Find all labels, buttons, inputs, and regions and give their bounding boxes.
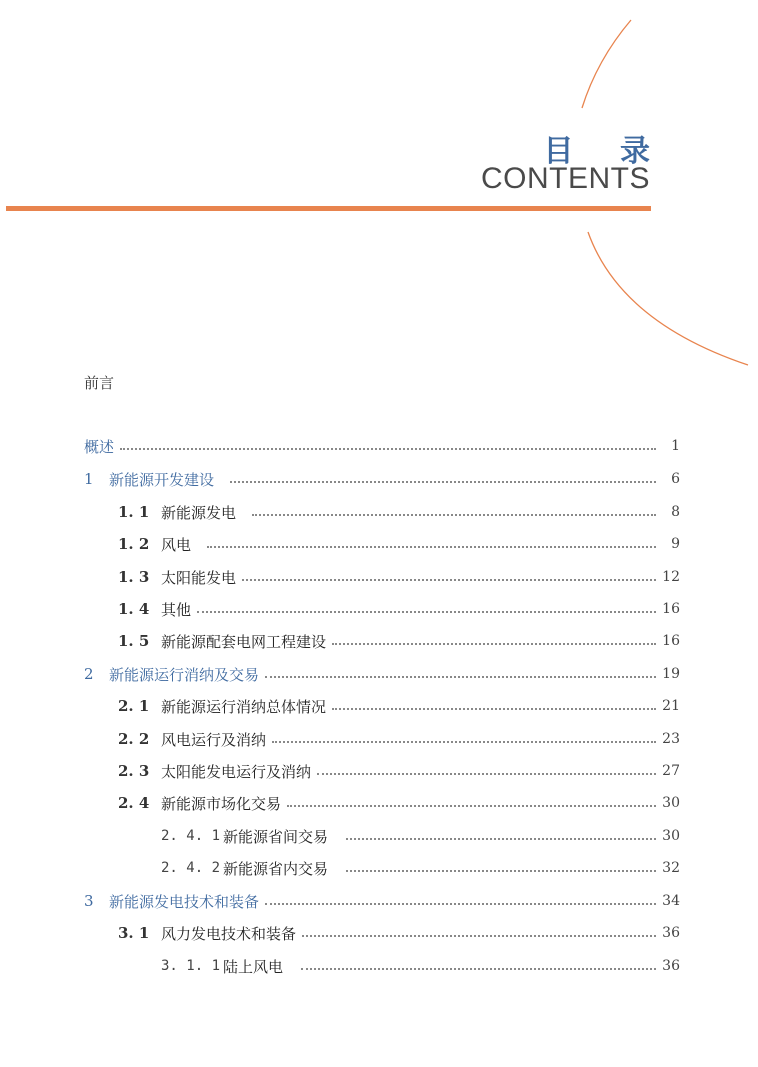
toc-entry-number: 2. 4. 1 — [161, 828, 221, 844]
toc-entry-subsection-2-4-1[interactable] — [161, 824, 680, 848]
toc-entry-label: 陆上风电 — [223, 957, 284, 976]
toc-page-number: 32 — [662, 860, 680, 876]
toc-entry-label: 风力发电技术和装备 — [161, 924, 297, 943]
toc-entry-label: 新能源配套电网工程建设 — [161, 632, 327, 651]
toc-leader-dots — [301, 968, 656, 970]
toc-page-number: 21 — [662, 698, 680, 714]
toc-entry-section-1-1[interactable] — [118, 500, 680, 524]
toc-entry-label: 概述 — [84, 437, 115, 456]
toc-page-number: 16 — [662, 601, 680, 617]
toc-page-number: 19 — [662, 666, 680, 682]
toc-leader-dots — [265, 676, 656, 678]
toc-leader-dots — [317, 773, 656, 775]
toc-page-number: 30 — [662, 795, 680, 811]
toc-entry-label: 太阳能发电运行及消纳 — [161, 762, 312, 781]
toc-entry-label: 新能源省间交易 — [223, 827, 329, 846]
toc-entry-section-3-1[interactable] — [118, 921, 680, 945]
toc-leader-dots — [197, 611, 656, 613]
toc-entry-label: 新能源开发建设 — [109, 470, 215, 489]
toc-entry-chapter-1[interactable] — [84, 467, 680, 491]
preface-link[interactable]: 前言 — [84, 374, 115, 392]
toc-page-number: 30 — [662, 828, 680, 844]
toc-page-number: 6 — [671, 471, 680, 487]
toc-page-number: 1 — [671, 438, 680, 454]
toc-leader-dots — [242, 579, 656, 581]
toc-entry-number: 1. 3 — [118, 568, 150, 586]
toc-entry-section-1-5[interactable] — [118, 629, 680, 653]
toc-entry-number: 3 — [84, 892, 94, 910]
toc-entry-number: 2 — [84, 665, 94, 683]
toc-entry-subsection-2-4-2[interactable] — [161, 856, 680, 880]
toc-leader-dots — [346, 838, 656, 840]
toc-entry-number: 2. 1 — [118, 697, 150, 715]
toc-leader-dots — [120, 448, 656, 450]
toc-leader-dots — [265, 903, 656, 905]
toc-entry-chapter-3[interactable] — [84, 889, 680, 913]
toc-leader-dots — [287, 805, 656, 807]
toc-page-number: 8 — [671, 504, 680, 520]
toc-entry-number: 2. 3 — [118, 762, 150, 780]
toc-entry-section-1-3[interactable] — [118, 565, 680, 589]
toc-entry-section-1-4[interactable] — [118, 597, 680, 621]
toc-entry-section-2-1[interactable] — [118, 694, 680, 718]
toc-entry-number: 2. 2 — [118, 730, 150, 748]
toc-page-number: 34 — [662, 893, 680, 909]
toc-leader-dots — [332, 643, 656, 645]
header-divider — [6, 206, 651, 211]
toc-entry-number: 2. 4. 2 — [161, 860, 221, 876]
toc-page-number: 23 — [662, 731, 680, 747]
toc-page-number: 16 — [662, 633, 680, 649]
toc-entry-overview[interactable] — [84, 434, 680, 458]
toc-entry-section-2-2[interactable] — [118, 727, 680, 751]
toc-leader-dots — [230, 481, 656, 483]
toc-entry-number: 1 — [84, 470, 94, 488]
toc-entry-label: 新能源省内交易 — [223, 859, 329, 878]
toc-page-number: 12 — [662, 569, 680, 585]
toc-entry-number: 3. 1. 1 — [161, 958, 221, 974]
page-title-chinese: 目 录 — [543, 134, 668, 169]
toc-page-number: 36 — [662, 925, 680, 941]
toc-entry-label: 新能源运行消纳及交易 — [109, 665, 260, 684]
toc-leader-dots — [272, 741, 656, 743]
toc-page-number: 36 — [662, 958, 680, 974]
toc-entry-number: 1. 4 — [118, 600, 150, 618]
toc-entry-section-1-2[interactable] — [118, 532, 680, 556]
toc-entry-section-2-3[interactable] — [118, 759, 680, 783]
toc-leader-dots — [252, 514, 656, 516]
toc-entry-subsection-3-1-1[interactable] — [161, 954, 680, 978]
toc-entry-number: 2. 4 — [118, 794, 150, 812]
toc-entry-label: 风电 — [161, 535, 192, 554]
toc-leader-dots — [302, 935, 656, 937]
toc-entry-label: 新能源发电 — [161, 503, 237, 522]
page-title-english: CONTENTS — [481, 162, 650, 195]
toc-entry-number: 1. 1 — [118, 503, 150, 521]
toc-entry-section-2-4[interactable] — [118, 791, 680, 815]
toc-entry-label: 新能源运行消纳总体情况 — [161, 697, 327, 716]
toc-entry-label: 新能源市场化交易 — [161, 794, 282, 813]
toc-leader-dots — [332, 708, 656, 710]
toc-entry-number: 3. 1 — [118, 924, 150, 942]
toc-entry-label: 风电运行及消纳 — [161, 730, 267, 749]
toc-entry-label: 太阳能发电 — [161, 568, 237, 587]
toc-page-number: 27 — [662, 763, 680, 779]
toc-entry-label: 新能源发电技术和装备 — [109, 892, 260, 911]
toc-page-number: 9 — [671, 536, 680, 552]
toc-entry-label: 其他 — [161, 600, 192, 619]
toc-leader-dots — [207, 546, 656, 548]
toc-entry-chapter-2[interactable] — [84, 662, 680, 686]
toc-leader-dots — [346, 870, 656, 872]
toc-entry-number: 1. 5 — [118, 632, 150, 650]
toc-entry-number: 1. 2 — [118, 535, 150, 553]
